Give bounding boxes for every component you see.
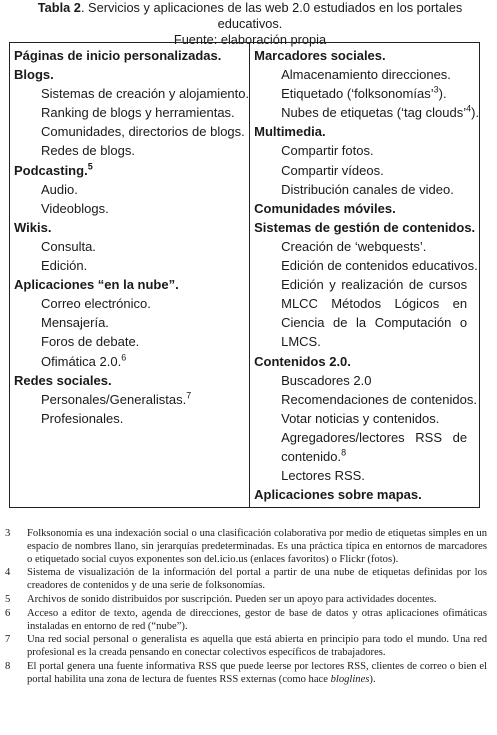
item-text: Correo electrónico. [41, 296, 151, 312]
item-text: Mensajería. [41, 315, 109, 331]
left-column [10, 43, 250, 508]
footnote [5, 634, 487, 660]
item-text: Foros de debate. [41, 334, 140, 350]
item-text: Sistemas de creación y alojamiento. [41, 86, 250, 102]
item-text: Compartir fotos. [281, 143, 374, 159]
item-text: Ofimática 2.0. [41, 353, 122, 369]
category-heading [10, 161, 249, 180]
category-heading [10, 65, 249, 84]
category-heading [250, 122, 479, 141]
footnote-text [27, 594, 487, 607]
service-item [250, 237, 479, 256]
footnote-number: 5 [5, 593, 11, 605]
service-item [10, 122, 249, 141]
footnote-end: ). [369, 673, 376, 685]
service-item [250, 180, 479, 199]
item-text: Recomendaciones de contenidos. [281, 391, 477, 407]
category-heading [10, 275, 249, 294]
item-text: Videoblogs. [41, 200, 109, 216]
item-text: Buscadores 2.0 [281, 372, 372, 388]
footnotes [5, 528, 487, 688]
service-item [10, 313, 249, 332]
service-item [10, 332, 249, 351]
item-text: Edición. [41, 258, 88, 274]
category-heading [250, 199, 479, 218]
item-text: Lectores RSS. [281, 468, 365, 484]
category-heading [10, 218, 249, 237]
service-item [10, 84, 249, 103]
footnote-text [27, 634, 487, 660]
item-text: Creación de ‘webquests’. [281, 238, 427, 254]
service-item [10, 199, 249, 218]
item-text: Blogs. [14, 67, 54, 83]
item-text: Aplicaciones sobre mapas. [254, 487, 422, 503]
right-column [250, 43, 480, 508]
service-item [10, 294, 249, 313]
item-text: Ranking de blogs y herramientas. [41, 105, 235, 121]
item-text: Consulta. [41, 238, 96, 254]
item-text: Distribución canales de video. [281, 181, 454, 197]
item-text: Contenidos 2.0. [254, 353, 351, 369]
footnote [5, 661, 487, 687]
footnote [5, 528, 487, 566]
item-text: Edición de contenidos educativos. [281, 258, 478, 274]
item-text: Multimedia. [254, 124, 326, 140]
item-text: Wikis. [14, 219, 52, 235]
service-item [250, 103, 479, 122]
footnote-ref: 8 [341, 447, 347, 458]
item-text: Almacenamiento direcciones. [281, 67, 451, 83]
footnote-body: Archivos de sonido distribuidos por suscripción. Pueden ser un apoyo para actividades docentes. [27, 593, 437, 605]
footnote-number: 4 [5, 567, 11, 579]
category-heading [250, 218, 479, 237]
table-title: . Servicios y aplicaciones de las web 2.0 estudiados en los portales educativos. [80, 0, 463, 31]
item-text: Aplicaciones “en la nube”. [14, 277, 179, 293]
services-table [9, 42, 480, 508]
service-item [10, 390, 249, 409]
service-item [250, 84, 479, 103]
service-item [250, 256, 479, 275]
item-text: Etiquetado (‘folksonomías’ [281, 86, 434, 102]
service-item [250, 428, 479, 466]
item-text: Redes sociales. [14, 372, 112, 388]
footnote-body: Folksonomía es una indexación social o una clasificación colaborativa por medio de etiquetas simples en un espacio de nombres llano, sin jerarquías predeterminadas. Es una práctica típica en entornos de marcadores o etiquetado social cuyos exponentes son del.icio.us (enlaces favoritos) o Flickr (fotos). [27, 528, 487, 565]
item-text-end: ). [438, 86, 447, 102]
footnote-body: El portal genera una fuente informativa RSS que puede leerse por lectores RSS, clientes de correo o bien el portal habilita una zona de lectura de fuentes RSS externas (como hace [27, 660, 487, 685]
footnote-body: Una red social personal o generalista es aquella que está abierta en principio para todo el mundo. Una red profesional es la creada pensando en conectar colectivos específicos de trabajadores. [27, 634, 487, 659]
service-item [250, 141, 479, 160]
item-text: Nubes de etiquetas (‘tag clouds’ [281, 105, 467, 121]
item-text: Profesionales. [41, 410, 124, 426]
item-text: Páginas de inicio personalizadas. [14, 48, 222, 63]
service-item [250, 390, 479, 409]
item-text: Redes de blogs. [41, 143, 135, 159]
footnote [5, 608, 487, 634]
item-text: Podcasting. [14, 162, 88, 178]
item-text: Marcadores sociales. [254, 48, 386, 63]
footnote-text [27, 661, 487, 687]
service-item [10, 103, 249, 122]
footnote-number: 3 [5, 528, 11, 539]
service-item [250, 466, 479, 485]
footnote-number: 6 [5, 607, 11, 619]
service-item [250, 161, 479, 180]
service-item [10, 409, 249, 428]
footnote-ref: 7 [186, 390, 192, 401]
category-heading [250, 485, 479, 504]
footnote [5, 567, 487, 593]
table-source: Fuente: elaboración propia [173, 32, 327, 47]
table-caption [6, 0, 494, 48]
footnote-ref: 5 [87, 161, 93, 172]
item-text: Personales/Generalistas. [41, 391, 187, 407]
footnote-text [27, 608, 487, 634]
item-text: Compartir vídeos. [281, 162, 384, 178]
service-item [10, 256, 249, 275]
service-item [10, 141, 249, 160]
service-item [10, 180, 249, 199]
item-text: Audio. [41, 181, 78, 197]
footnote [5, 594, 487, 607]
item-text: Agregadores/lectores RSS de contenido. [281, 429, 468, 464]
footnote-ref: 6 [121, 352, 127, 363]
service-item [250, 275, 479, 351]
category-heading [250, 46, 479, 65]
item-text: Comunidades móviles. [254, 200, 396, 216]
footnote-italic: bloglines [330, 673, 370, 685]
service-item [250, 409, 479, 428]
service-item [10, 237, 249, 256]
footnote-text [27, 528, 487, 566]
category-heading [250, 352, 479, 371]
category-heading [10, 371, 249, 390]
service-item [250, 371, 479, 390]
item-text: Votar noticias y contenidos. [281, 410, 440, 426]
table-label: Tabla 2 [37, 0, 81, 15]
category-heading [10, 46, 249, 65]
item-text-end: ). [471, 105, 480, 121]
item-text: Edición y realización de cursos MLCC Métodos Lógicos en Ciencia de la Computación o LMCS. [281, 277, 468, 350]
footnote-ref: 3 [433, 84, 439, 95]
item-text: Comunidades, directorios de blogs. [41, 124, 245, 140]
footnote-number: 8 [5, 660, 11, 672]
footnote-text [27, 567, 487, 593]
footnote-body: Sistema de visualización de la información del portal a partir de una nube de etiquetas definidas por los creadores de contenidos y de una serie de folksonomías. [27, 567, 487, 592]
footnote-number: 7 [5, 634, 11, 646]
item-text: Sistemas de gestión de contenidos. [254, 219, 476, 235]
service-item [250, 65, 479, 84]
service-item [10, 352, 249, 371]
footnote-body: Acceso a editor de texto, agenda de direcciones, gestor de base de datos y otras aplicaciones ofimáticas instaladas en entorno de red (“nube”). [27, 607, 487, 632]
footnote-ref: 4 [466, 103, 472, 114]
